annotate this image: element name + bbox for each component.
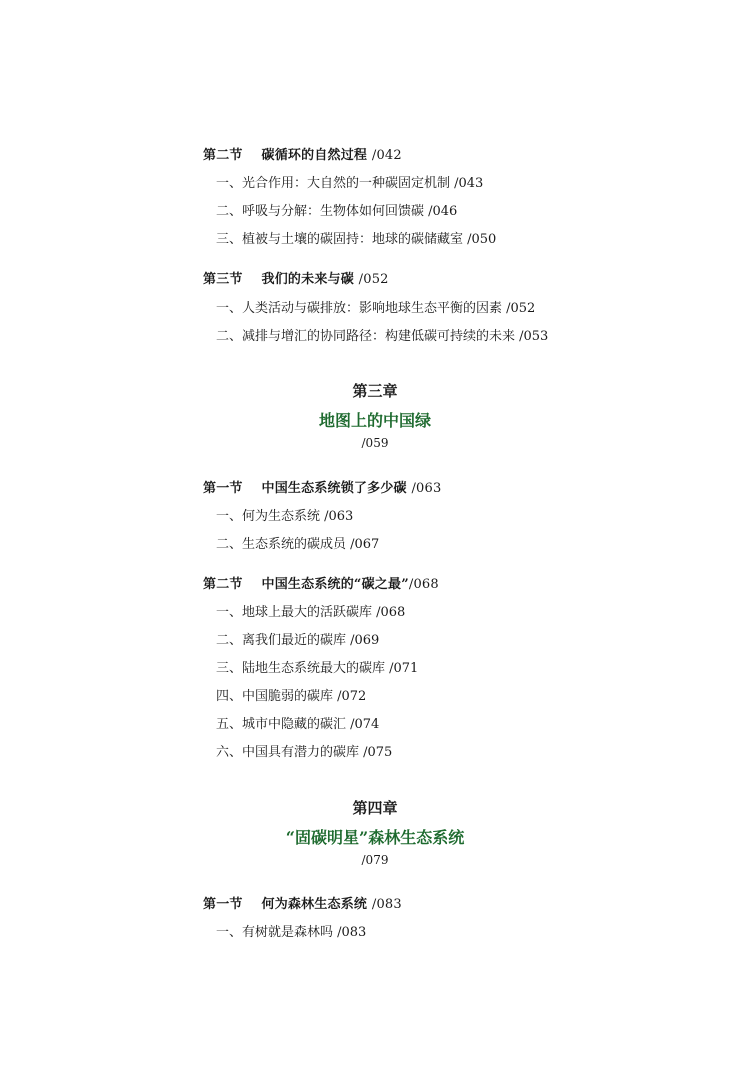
toc-item[interactable]: 一、有树就是森林吗 /083	[216, 925, 367, 940]
toc-section[interactable]	[203, 268, 389, 287]
section-page: /063	[411, 481, 442, 496]
section-label: 第一节	[203, 897, 243, 912]
section-title: 我们的未来与碳	[261, 272, 354, 287]
toc-section[interactable]	[203, 573, 439, 592]
section-title: 碳循环的自然过程	[261, 148, 368, 163]
toc-item[interactable]: 一、光合作用：大自然的一种碳固定机制 /043	[216, 176, 484, 191]
section-label: 第三节	[203, 272, 243, 287]
section-title: 中国生态系统的“碳之最”	[261, 577, 409, 592]
chapter-page: /079	[361, 853, 389, 867]
toc-item[interactable]: 三、植被与土壤的碳固持：地球的碳储藏室 /050	[216, 232, 497, 247]
section-label: 第二节	[203, 148, 243, 163]
chapter-label: 第四章	[352, 799, 398, 817]
toc-item[interactable]: 一、何为生态系统 /063	[216, 509, 354, 524]
toc-item[interactable]: 二、离我们最近的碳库 /069	[216, 633, 380, 648]
toc-section[interactable]	[203, 144, 402, 163]
toc-item[interactable]: 二、呼吸与分解：生物体如何回馈碳 /046	[216, 204, 458, 219]
toc-item[interactable]: 五、城市中隐藏的碳汇 /074	[216, 717, 380, 732]
toc-section[interactable]	[203, 893, 402, 912]
section-page: /042	[371, 148, 402, 163]
section-title: 何为森林生态系统	[261, 897, 368, 912]
chapter-page: /059	[361, 436, 389, 450]
chapter-title[interactable]: “固碳明星”森林生态系统	[285, 828, 465, 847]
toc-item[interactable]: 二、生态系统的碳成员 /067	[216, 537, 380, 552]
toc-item[interactable]: 六、中国具有潜力的碳库 /075	[216, 745, 393, 760]
toc-item[interactable]: 四、中国脆弱的碳库 /072	[216, 689, 367, 704]
toc-item[interactable]: 二、减排与增汇的协同路径：构建低碳可持续的未来 /053	[216, 329, 549, 344]
toc-item[interactable]: 三、陆地生态系统最大的碳库 /071	[216, 661, 419, 676]
section-page: /083	[371, 897, 402, 912]
section-title: 中国生态系统锁了多少碳	[261, 481, 407, 496]
toc-item[interactable]: 一、人类活动与碳排放：影响地球生态平衡的因素 /052	[216, 301, 536, 316]
section-label: 第二节	[203, 577, 243, 592]
section-page: /052	[358, 272, 389, 287]
section-label: 第一节	[203, 481, 243, 496]
toc-section[interactable]	[203, 477, 441, 496]
chapter-label: 第三章	[352, 382, 398, 400]
section-page: /068	[408, 577, 439, 592]
chapter-title[interactable]: 地图上的中国绿	[318, 411, 431, 430]
toc-item[interactable]: 一、地球上最大的活跃碳库 /068	[216, 605, 406, 620]
